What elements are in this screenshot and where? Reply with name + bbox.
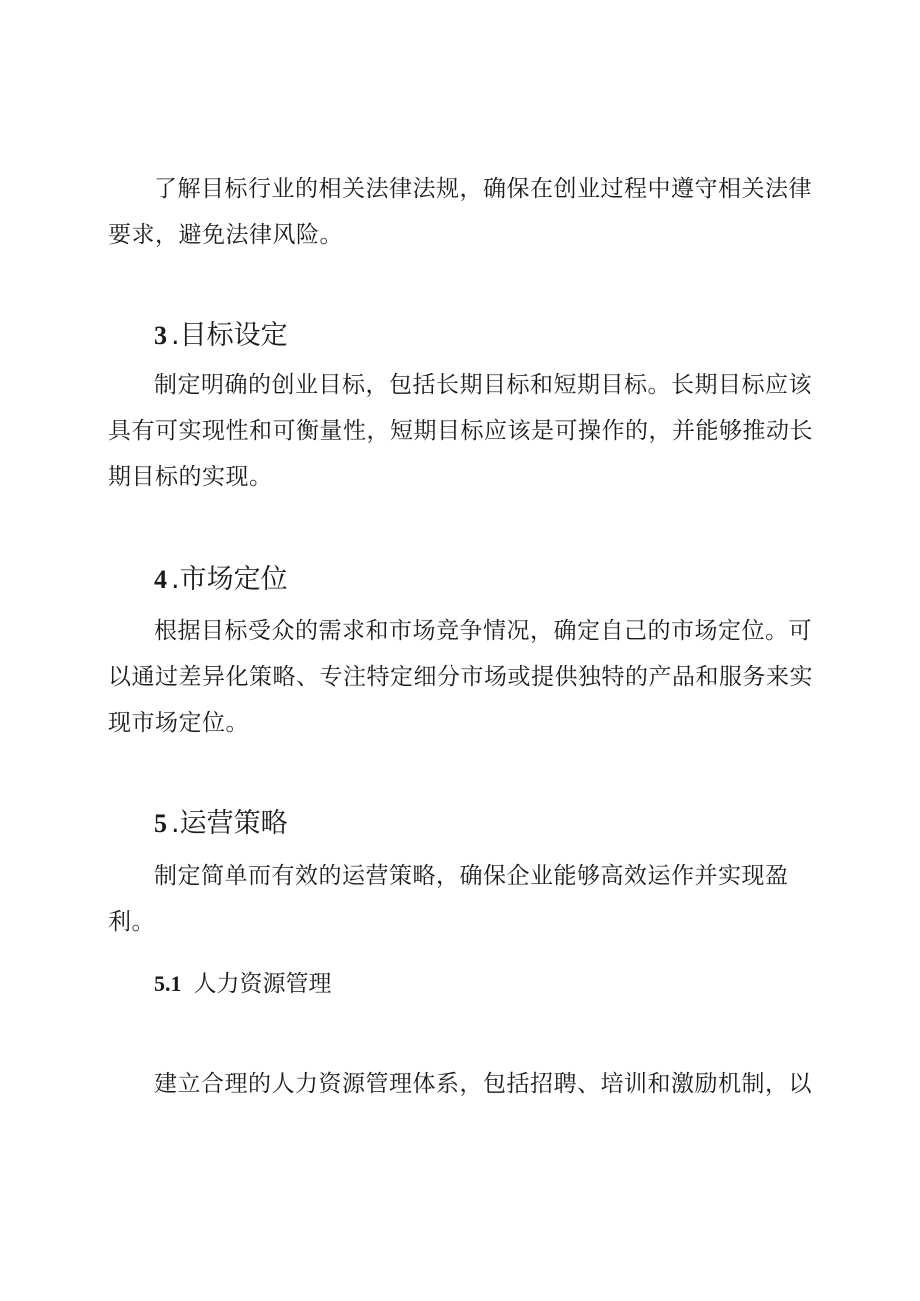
section-4-heading xyxy=(154,562,288,598)
section-5-1-body: 建立合理的人力资源管理体系，包括招聘、培训和激励机制，以 xyxy=(154,1071,812,1097)
section-3-heading xyxy=(154,318,288,354)
section-5-title: .运营策略 xyxy=(171,808,288,839)
section-4-title: .市场定位 xyxy=(171,564,288,595)
section-5-1-heading xyxy=(154,968,332,1000)
section-4-body: 根据目标受众的需求和市场竞争情况，确定自己的市场定位。可以通过差异化策略、专注特定细分市场或提供独特的产品和服务来实现市场定位。 xyxy=(108,618,813,736)
section-4-number: 4 xyxy=(154,565,167,594)
section-3-number: 3 xyxy=(154,321,167,350)
section-5-number: 5 xyxy=(154,809,167,838)
section-5-1-number: 5.1 xyxy=(154,971,182,996)
section-5-1-title: 人力资源管理 xyxy=(193,971,332,997)
section-5-heading xyxy=(154,806,288,842)
section-3-body: 制定明确的创业目标，包括长期目标和短期目标。长期目标应该具有可实现性和可衡量性，短期目标应该是可操作的，并能够推动长期目标的实现。 xyxy=(108,372,813,490)
intro-paragraph: 了解目标行业的相关法律法规，确保在创业过程中遵守相关法律要求，避免法律风险。 xyxy=(108,176,812,248)
section-3-title: .目标设定 xyxy=(171,320,288,351)
section-5-body: 制定简单而有效的运营策略，确保企业能够高效运作并实现盈利。 xyxy=(108,863,789,935)
